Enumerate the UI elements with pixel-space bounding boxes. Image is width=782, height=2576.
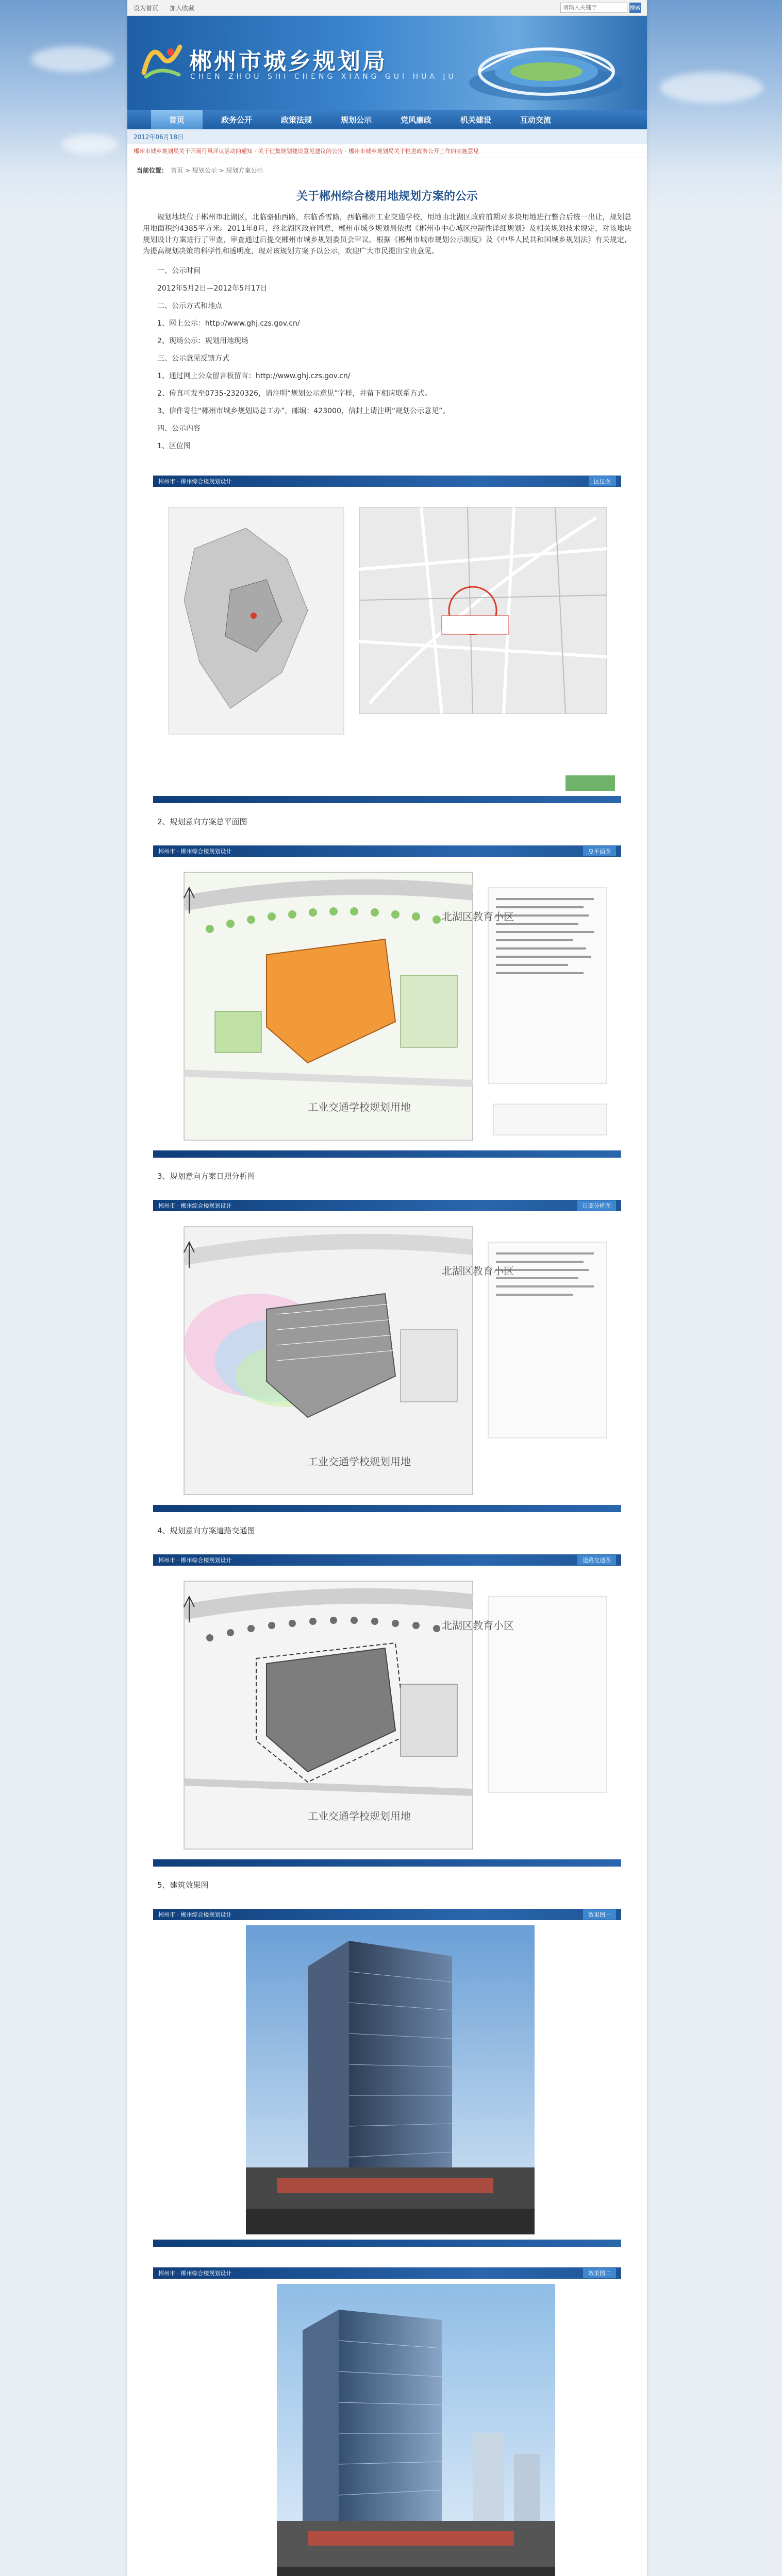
figure-header	[153, 1554, 621, 1566]
current-date: 2012年06月18日	[134, 133, 184, 141]
traffic-body	[153, 1566, 621, 1859]
main-nav	[127, 110, 647, 129]
search-input[interactable]	[560, 3, 627, 13]
set-homepage-link[interactable]: 设为首页	[134, 4, 159, 12]
figure-tag: 效果图二	[583, 2268, 616, 2278]
figure-footer	[153, 796, 621, 803]
figure-header-label: 郴州市 · 郴州综合楼规划设计	[158, 2270, 232, 2277]
article-title: 关于郴州综合楼用地规划方案的公示	[296, 190, 478, 203]
figure-header-label: 郴州市 · 郴州综合楼规划设计	[158, 1202, 232, 1209]
feedback-item: 3、信件寄往“郴州市城乡规划局总工办”，邮编：423000，信封上请注明“规划公示意见”。	[157, 407, 450, 415]
nav-item-integrity[interactable]: 党风廉政	[400, 115, 431, 125]
figure-header-label: 郴州市 · 郴州综合楼规划设计	[158, 1557, 232, 1564]
caption-sunlight: 3、规划意向方案日照分析图	[157, 1172, 255, 1181]
section-content-title: 四、公示内容	[157, 425, 201, 433]
section-feedback-title: 三、公示意见反馈方式	[157, 354, 229, 363]
figure-footer	[153, 1859, 621, 1867]
feedback-item: 1、通过网上公众留言板留言：http://www.ghj.czs.gov.cn/	[157, 372, 351, 380]
figure-footer	[153, 1505, 621, 1512]
nav-item-home[interactable]: 首页	[151, 110, 203, 129]
top-bar	[127, 0, 647, 16]
figure-footer	[153, 2240, 621, 2247]
sunlight-body	[153, 1211, 621, 1505]
add-favorite-link[interactable]: 加入收藏	[170, 4, 195, 12]
date-bar	[127, 129, 647, 144]
plan-label-south: 工业交通学校规划用地	[308, 1810, 411, 1822]
stadium-illustration	[461, 31, 631, 104]
plan-label-north: 北湖区教育小区	[442, 1619, 514, 1632]
cloud-decoration	[31, 46, 113, 72]
plan-label-south: 工业交通学校规划用地	[308, 1455, 411, 1468]
location-map-figure	[153, 476, 621, 803]
method-item: 1、网上公示：http://www.ghj.czs.gov.cn/	[157, 319, 300, 328]
page-container	[127, 0, 647, 2576]
figure-header-label: 郴州市 · 郴州综合楼规划设计	[158, 1911, 232, 1918]
rendering-body-2	[153, 2279, 621, 2576]
sunlight-figure	[153, 1200, 621, 1512]
cloud-decoration	[62, 134, 119, 155]
rendering-image-2	[153, 2279, 621, 2576]
figure-tag: 总平面图	[583, 846, 616, 856]
nav-item-affairs[interactable]: 政务公开	[221, 115, 252, 125]
plan-label-south: 工业交通学校规划用地	[308, 1101, 411, 1113]
rendering-figure-2	[153, 2267, 621, 2576]
figure-header	[153, 1200, 621, 1211]
section-time-title: 一、公示时间	[157, 267, 201, 275]
figure-tag: 区位图	[589, 476, 616, 486]
nav-item-organization[interactable]: 机关建设	[460, 115, 491, 125]
figure-header-label: 郴州市 · 郴州综合楼规划设计	[158, 848, 232, 855]
cloud-decoration	[660, 72, 763, 103]
plan-label-north: 北湖区教育小区	[442, 1265, 514, 1277]
rendering-body-1	[153, 1920, 621, 2240]
figure-header	[153, 476, 621, 487]
news-ticker[interactable]	[127, 144, 647, 158]
figure-tag: 日照分析图	[577, 1200, 616, 1211]
section-time-value: 2012年5月2日—2012年5月17日	[157, 284, 268, 293]
site-plan-body	[153, 857, 621, 1150]
site-name: 郴州市城乡规划局	[189, 48, 387, 75]
figure-header-label: 郴州市 · 郴州综合楼规划设计	[158, 478, 232, 485]
content-item-location: 1、区位图	[157, 442, 191, 450]
nav-item-interaction[interactable]: 互动交流	[520, 115, 551, 125]
nav-item-regulations[interactable]: 政策法规	[280, 115, 312, 125]
caption-rendering: 5、建筑效果图	[157, 1880, 209, 1890]
figure-tag: 效果图一	[583, 1909, 616, 1920]
caption-site-plan: 2、规划意向方案总平面图	[157, 817, 247, 826]
search-button[interactable]: 搜索	[629, 3, 641, 13]
rendering-figure-1	[153, 1909, 621, 2247]
plan-label-north: 北湖区教育小区	[442, 910, 514, 923]
breadcrumb-label: 当前位置：	[137, 166, 168, 174]
breadcrumb	[127, 162, 647, 178]
site-plan-figure	[153, 845, 621, 1158]
method-item: 2、现场公示：规划用地现场	[157, 337, 248, 345]
figure-header	[153, 1909, 621, 1920]
figure-header	[153, 2267, 621, 2279]
site-search	[560, 3, 641, 13]
feedback-item: 2、传真可发至0735-2320326，请注明“规划公示意见”字样，并留下相应联系方式。	[157, 389, 432, 398]
caption-traffic: 4、规划意向方案道路交通图	[157, 1526, 255, 1535]
ticker-text: 郴州市城乡规划局关于开展行风评议活动的通知 · 关于征集规划建设意见建议的公告 · 郴州市城乡规划局关于推进政务公开工作的实施意见	[134, 148, 479, 155]
traffic-figure	[153, 1554, 621, 1867]
site-pinyin: CHEN ZHOU SHI CHENG XIANG GUI HUA JU	[190, 73, 457, 81]
location-map-image	[153, 487, 621, 796]
location-map-body	[153, 487, 621, 796]
site-logo-icon	[139, 37, 185, 83]
figure-tag: 道路交通图	[577, 1555, 616, 1565]
figure-footer	[153, 1150, 621, 1158]
article-intro: 规划地块位于郴州市北湖区，北临骆仙西路，东临香雪路，西临郴州工业交通学校，用地由北湖区政府前期对多块用地进行整合后统一出让，规划总用地面积约4385平方米。2011年8月，经北湖区政府同意，郴州市城乡规划局依据《郴州市中心城区控制性详细规划》及相关规划技术规定，对该地块规划设计方案进行了审查，审查通过后提交郴州市城乡规划委员会审议。根据《郴州市城市规划公示制度》及《中华人民共和国城乡规划法》有关规定，为提高规划决策的科学性和透明度，现对该规划方案予以公示，欢迎广大市民提出宝贵意见。	[143, 213, 631, 256]
rendering-image-1	[153, 1920, 621, 2240]
nav-item-publicity[interactable]: 规划公示	[340, 115, 372, 125]
figure-header	[153, 845, 621, 857]
site-banner	[127, 16, 647, 110]
section-method-title: 二、公示方式和地点	[157, 302, 222, 310]
breadcrumb-path[interactable]: 首页 > 规划公示 > 规划方案公示	[171, 166, 263, 174]
